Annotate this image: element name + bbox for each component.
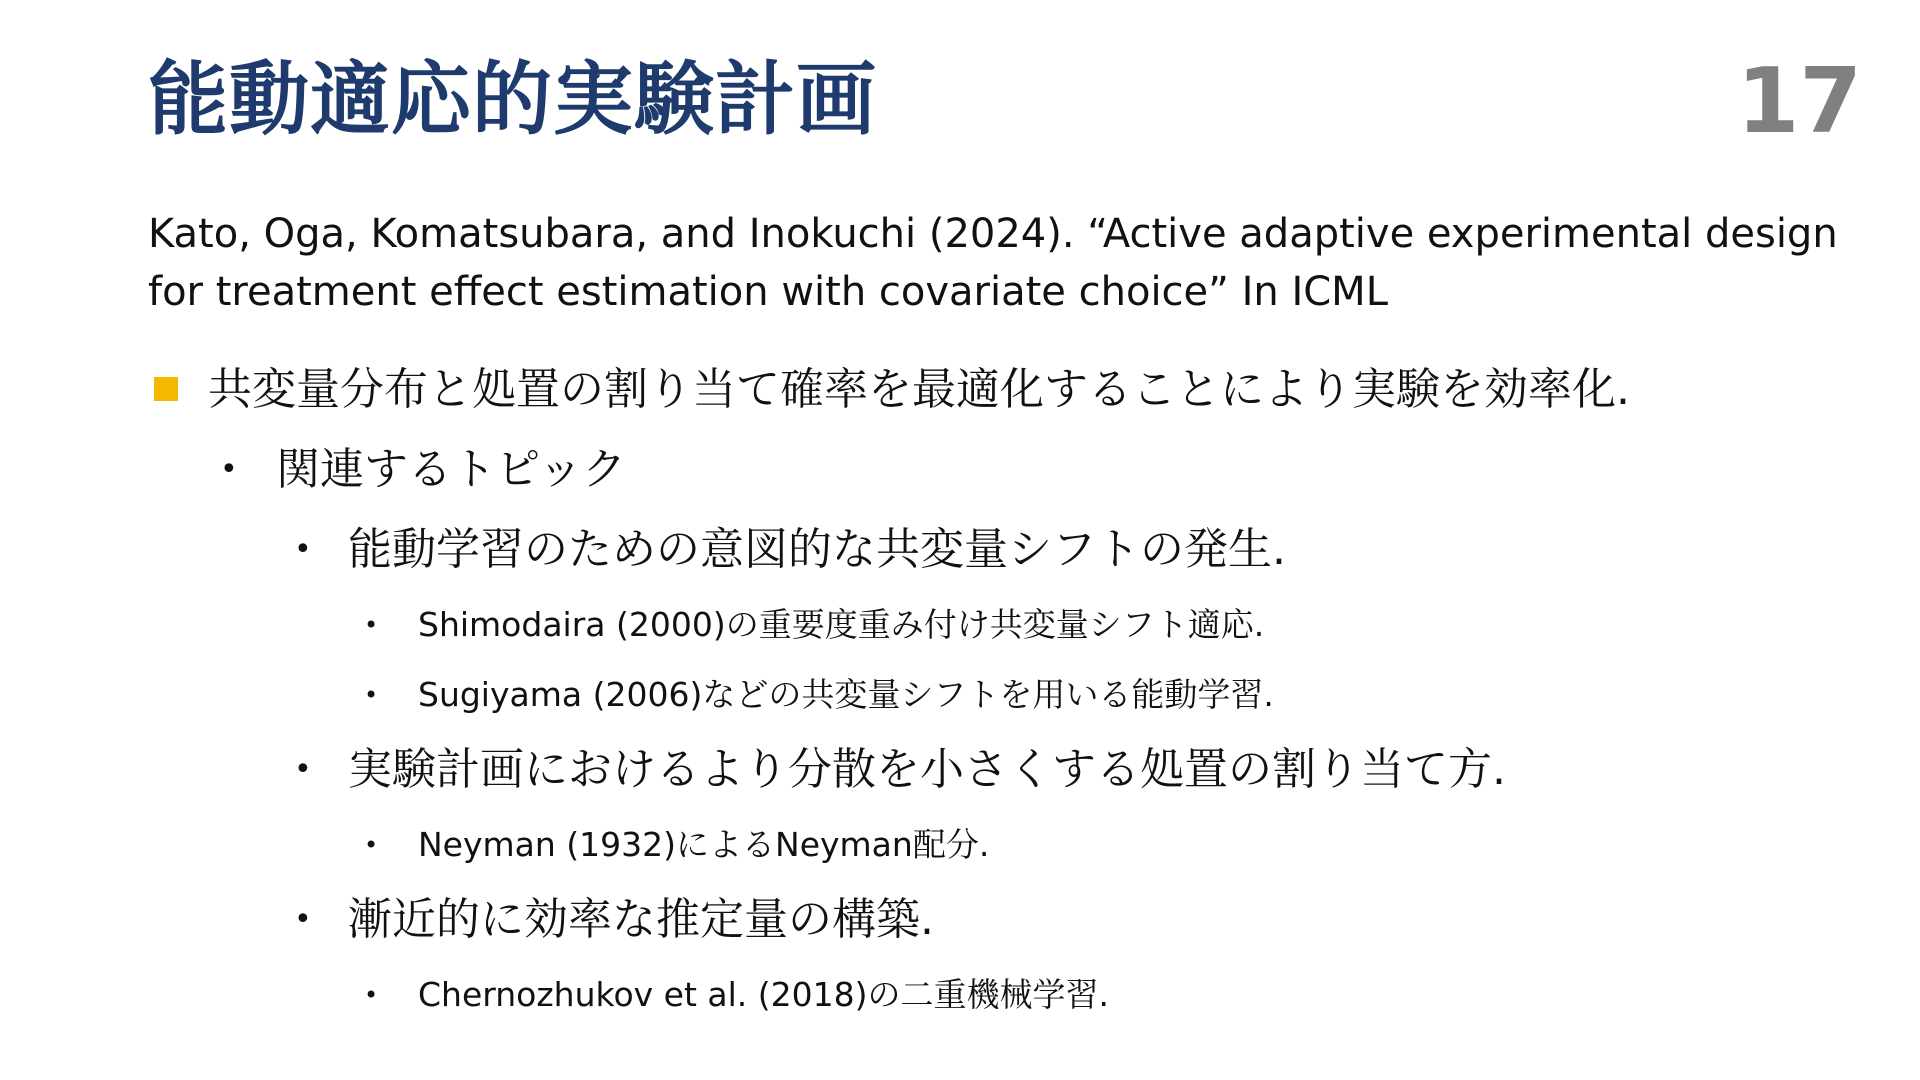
citation-line-1: Kato, Oga, Komatsubara, and Inokuchi (2024). “Active adaptive experimental design [148, 211, 1838, 257]
slide-title: 能動適応的実験計画 [148, 53, 877, 146]
bullet-dot-icon: • [364, 831, 379, 859]
bullet-main [148, 350, 1868, 430]
bullet-dot-icon: • [294, 752, 312, 787]
bullet-dot-icon: • [294, 532, 312, 567]
bullet-topic-1-ref-2 [148, 660, 1868, 730]
bullet-topic-3-ref-1 [148, 960, 1868, 1030]
bullet-dot-icon: • [364, 611, 379, 639]
bullet-topic-1-ref-1-text: Shimodaira (2000)の重要度重み付け共変量シフト適応. [418, 605, 1265, 644]
bullet-topic-2-ref-1 [148, 810, 1868, 880]
bullet-dot-icon: • [294, 902, 312, 937]
bullet-topic-2-text: 実験計画におけるより分散を小さくする処置の割り当て方. [348, 744, 1506, 795]
bullet-topic-3-text: 漸近的に効率な推定量の構築. [348, 894, 934, 945]
bullet-dot-icon: • [364, 981, 379, 1009]
bullet-main-text: 共変量分布と処置の割り当て確率を最適化することにより実験を効率化. [208, 364, 1630, 415]
square-bullet-icon [154, 377, 178, 401]
bullet-dot-icon: • [364, 681, 379, 709]
bullet-topic-3-ref-1-text: Chernozhukov et al. (2018)の二重機械学習. [418, 975, 1109, 1014]
bullet-dot-icon: • [220, 452, 238, 487]
bullet-topic-1-ref-1 [148, 590, 1868, 660]
citation [148, 205, 1848, 321]
bullet-topic-1-ref-2-text: Sugiyama (2006)などの共変量シフトを用いる能動学習. [418, 675, 1274, 714]
bullet-topic-1-text: 能動学習のための意図的な共変量シフトの発生. [348, 524, 1286, 575]
bullet-topic-1 [148, 510, 1868, 590]
bullet-topic-2-ref-1-text: Neyman (1932)によるNeyman配分. [418, 825, 990, 864]
citation-line-2: for treatment effect estimation with covariate choice” In ICML [148, 269, 1388, 315]
page-number: 17 [1736, 49, 1862, 154]
bullet-list [148, 350, 1868, 1030]
bullet-topic-3 [148, 880, 1868, 960]
bullet-related-topics [148, 430, 1868, 510]
bullet-topic-2 [148, 730, 1868, 810]
bullet-related-topics-text: 関連するトピック [276, 444, 627, 495]
